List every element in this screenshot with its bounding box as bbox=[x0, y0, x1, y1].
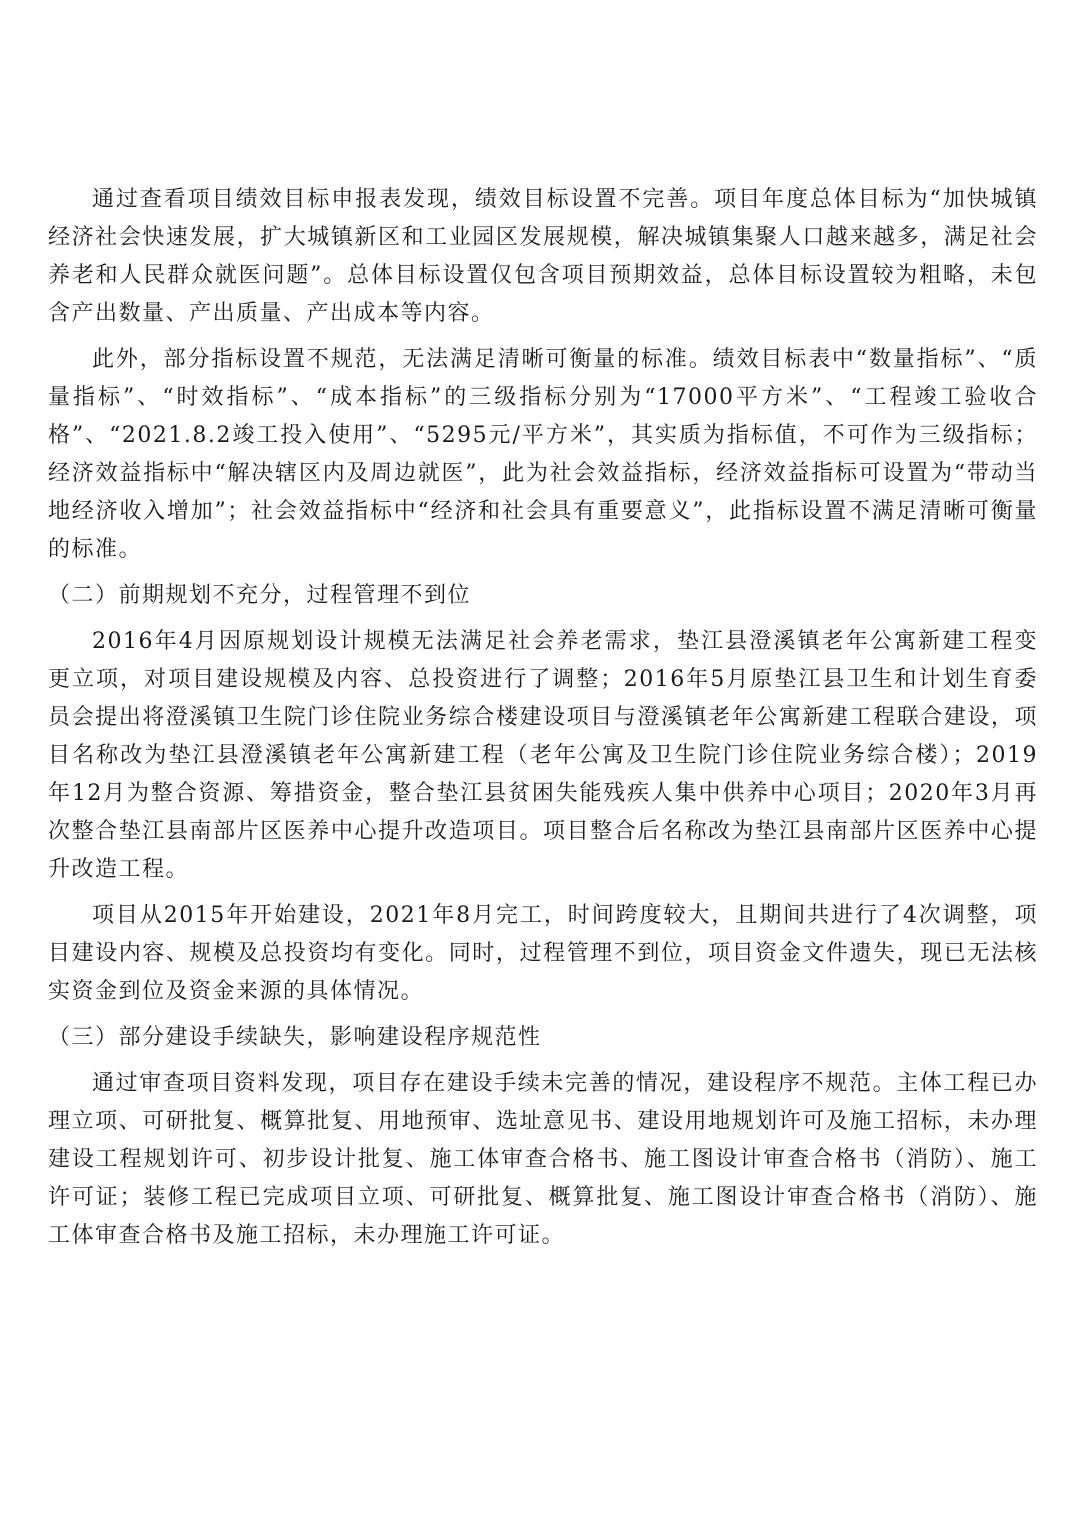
section-heading-planning: （二）前期规划不充分，过程管理不到位 bbox=[48, 583, 472, 608]
paragraph-construction-timeline: 项目从2015年开始建设，2021年8月完工，时间跨度较大，且期间共进行了4次调整，项目建设内容、规模及总投资均有变化。同时，过程管理不到位，项目资金文件遗失，现已无法核实资金到位及资金来源的具体情况。 bbox=[48, 903, 1038, 1004]
section-heading-procedures: （三）部分建设手续缺失，影响建设程序规范性 bbox=[48, 1025, 542, 1050]
paragraph-missing-procedures: 通过审查项目资料发现，项目存在建设手续未完善的情况，建设程序不规范。主体工程已办理立项、可研批复、概算批复、用地预审、选址意见书、建设用地规划许可及施工招标，未办理建设工程规划许可、初步设计批复、施工体审查合格书、施工图设计审查合格书（消防）、施工许可证；装修工程已完成项目立项、可研批复、概算批复、施工图设计审查合格书（消防）、施工体审查合格书及施工招标，未办理施工许可证。 bbox=[48, 1071, 1038, 1248]
paragraph-performance-goals: 通过查看项目绩效目标申报表发现，绩效目标设置不完善。项目年度总体目标为“加快城镇经济社会快速发展，扩大城镇新区和工业园区发展规模，解决城镇集聚人口越来越多，满足社会养老和人民群众就医问题”。总体目标设置仅包含项目预期效益，总体目标设置较为粗略，未包含产出数量、产出质量、产出成本等内容。 bbox=[48, 187, 1038, 326]
paragraph-indicator-settings: 此外，部分指标设置不规范，无法满足清晰可衡量的标准。绩效目标表中“数量指标”、“质量指标”、“时效指标”、“成本指标”的三级指标分别为“17000平方米”、“工程竣工验收合格”、“2021.8.2竣工投入使用”、“5295元/平方米”，其实质为指标值，不可作为三级指标；经济效益指标中“解决辖区内及周边就医”，此为社会效益指标，经济效益指标可设置为“带动当地经济收入增加”；社会效益指标中“经济和社会具有重要意义”，此指标设置不满足清晰可衡量的标准。 bbox=[48, 347, 1038, 562]
document-page bbox=[48, 181, 1038, 1263]
paragraph-project-changes: 2016年4月因原规划设计规模无法满足社会养老需求，垫江县澄溪镇老年公寓新建工程变更立项，对项目建设规模及内容、总投资进行了调整；2016年5月原垫江县卫生和计划生育委员会提出将澄溪镇卫生院门诊住院业务综合楼建设项目与澄溪镇老年公寓新建工程联合建设，项目名称改为垫江县澄溪镇老年公寓新建工程（老年公寓及卫生院门诊住院业务综合楼）；2019年12月为整合资源、筹措资金，整合垫江县贫困失能残疾人集中供养中心项目；2020年3月再次整合垫江县南部片区医养中心提升改造项目。项目整合后名称改为垫江县南部片区医养中心提升改造工程。 bbox=[48, 629, 1038, 882]
